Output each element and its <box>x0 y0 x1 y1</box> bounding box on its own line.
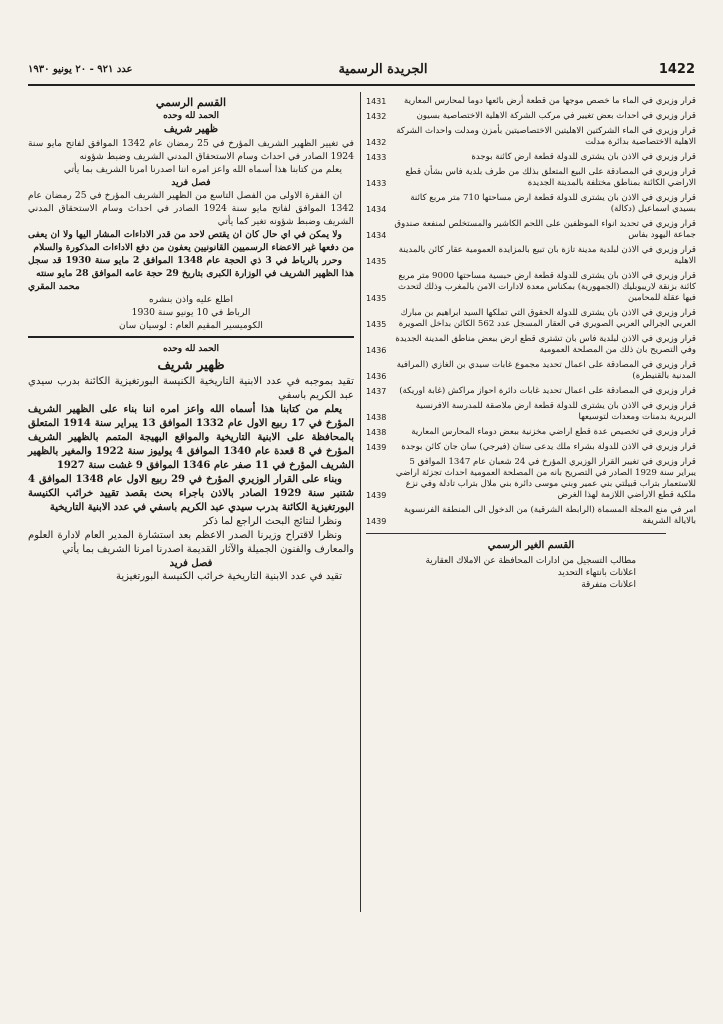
page-number: 1422 <box>658 62 695 77</box>
toc-entry-text: قرار وزيري في الاذن بان يشترى للدولة قطعة ارض ملاصقة للمدرسة الافرنسية البربرية بدمنات ومعدات لتوسيعها <box>415 401 696 422</box>
nonofficial-item: اعلانات بانتهاء التحديد <box>557 568 636 578</box>
toc-entry-page: 1437 <box>366 387 387 396</box>
toc-entry-text: امر في منع المجلة المسماة (الرابطة الشرقية) من الدخول الى المنطقة الفرنسوية بالايالة الشريفة <box>403 505 696 526</box>
toc-entry-page: 1435 <box>366 257 387 266</box>
toc-entry <box>366 442 696 453</box>
toc-entry-text: قرار وزيري في المصادقة على البيع المتعلق بذلك من طرف بلدية فاس بشأن قطع الاراضي الكائنة بمناطق مختلفة بالمدينة الجديدة <box>405 167 696 188</box>
toc-separator <box>366 533 666 534</box>
toc-entry-page: 1439 <box>366 517 387 526</box>
toc-entry-text: قرار وزيري في الاذن بان يشترى للدولة قطعة ارض مساحتها 710 متر مربع كائنة بسيدي اسماعيل (دكالة) <box>410 193 696 214</box>
toc-column <box>366 96 696 591</box>
toc-entry-text: قرار وزيري في تخصيص عدة قطع اراضي مخزنية ببعض دوماء المحارس المعارية <box>411 427 696 437</box>
toc-entry <box>366 308 696 330</box>
approval-line: اطلع عليه واذن بنشره <box>148 294 233 305</box>
praise-line: الحمد لله وحده <box>163 111 219 121</box>
toc-entry-text: قرار وزيري في الاذن لبلدية فاس بان تشترى قطع ارض ببعض مناطق المدينة الجديدة وفي التصريح بان ذلك من المصلحة العمومية <box>395 334 696 355</box>
toc-entry-page: 1432 <box>366 112 387 121</box>
nonofficial-item: مطالب التسجيل من ادارات المحافظة عن الاملاك العقارية <box>425 556 636 566</box>
praise-line-2: الحمد لله وحده <box>163 344 219 354</box>
toc-entry-page: 1433 <box>366 153 387 162</box>
column-divider <box>360 92 361 912</box>
signature: محمد المقري <box>28 281 80 292</box>
nonofficial-title: القسم الغير الرسمي <box>487 540 575 551</box>
gazette-title: الجريدة الرسمية <box>338 62 428 77</box>
header-rule <box>28 84 695 86</box>
toc-entry <box>366 505 696 527</box>
toc-entry-text: قرار وزيري في الاذن بان يشترى للدولة قطعة ارض كائنة بوجدة <box>471 152 696 162</box>
dahir-subject: في تغيير الظهير الشريف المؤرخ في 25 رمضان عام 1342 الموافق لفاتح مايو سنة 1924 الصادر في احداث وسام الاستحقاق المدني الشريف وضبط شؤونه <box>28 138 355 162</box>
whereas-2: ونظرا لنتائج البحث الراجع لما ذكر <box>203 516 342 527</box>
article-text: ان الفقرة الاولى من الفصل التاسع من الظهير الشريف المؤرخ في 25 رمضان عام 1342 الموافق لفاتح مايو سنة 1924 الصادر في احداث وسام الاستحقاق المدني الشريف وضبط شؤونه تغير كما يأتي <box>28 190 354 227</box>
toc-entry-text: قرار وزيري في الاذن بان يشترى للدولة قطعة ارض حبسية مساحتها 9000 متر مربع كائنة بزنقة لاريبوبليك (الجمهورية) بمكناس معدة لادارات الامن بالمغرب وذلك لتحدث فيها عقلة للمحامين <box>398 271 696 303</box>
whereas-1: وبناء على القرار الوزيري المؤرخ في 29 ربيع الاول عام 1348 الموافق 4 شتنبر سنة 1929 الصادر بالاذن باجراء بحث بقصد تقييد خرائب الكنيسة البورتغيزية الكائنة بدرب سيدي عبد الكريم باسفي في عدد الابنية التاريخية <box>28 474 354 513</box>
toc-entry-page: 1431 <box>366 97 387 106</box>
toc-entry-page: 1435 <box>366 320 387 329</box>
issue-info: عدد ۹۲۱ - ۲۰ يونيو ۱۹۳۰ <box>28 64 133 75</box>
toc-entry-text: قرار وزيري في الماء الشركتين الاهليتين الاختصاصيتين بأمزن ومدلت واحداث الشركة الاهلية الاختصاصية بدائرة مدلت <box>396 126 696 147</box>
toc-entry-page: 1439 <box>366 491 387 500</box>
toc-entry <box>366 334 696 356</box>
resident-general: الكوميسير المقيم العام : لوسيان سان <box>119 320 263 331</box>
toc-entry-page: 1433 <box>366 179 387 188</box>
article-heading: فصل فريد <box>171 177 211 188</box>
toc-entry <box>366 96 696 107</box>
section-heading: القسم الرسمي <box>155 96 227 109</box>
nonofficial-item: اعلانات متفرقة <box>581 580 636 590</box>
toc-entry-text: قرار وزيري في المصادقة على اعمال تحديد غابات دائرة احواز مراكش (غابة اوريكة) <box>399 386 696 396</box>
toc-entry-text: قرار وزيري في الاذن بان يشترى للدولة الحقوق التي تملكها السيد ابراهيم بن مبارك العربي الجرالي العربي الصويري في العقار المسجل عدد 562 الكائن بداخل الصويرة <box>398 308 696 329</box>
toc-entry-text: قرار وزيري في الاذن لبلدية مدينة تازة بان تبيع بالمزايدة العمومية عقار كائن بالمدينة الاهلية <box>398 245 696 266</box>
toc-entry-page: 1436 <box>366 372 387 381</box>
toc-entry <box>366 111 696 122</box>
toc-entry-text: قرار وزيري في تحديد انواء الموظفين على اللحم الكاشير والمستخلص لمنفعة صندوق جماعة اليهود بفاس <box>394 219 696 240</box>
preamble: يعلم من كتابنا هذا أسماه الله واعز امره اننا اصدرنا امرنا الشريف بما يأتي <box>63 164 342 175</box>
toc-entry <box>366 245 696 267</box>
page-header <box>28 60 695 88</box>
toc-entry <box>366 271 696 304</box>
dahir-subject-2: تقيد بموجبه في عدد الابنية التاريخية الكنيسة البورتغيزية الكائنة بدرب سيدي عبد الكريم باسفي <box>28 376 354 401</box>
toc-entry-text: قرار وزيري في الماء ما خصص موجها من قطعة أرض بائعها دوما لمحارس المعارية <box>403 96 696 106</box>
toc-entry-page: 1438 <box>366 428 387 437</box>
toc-entry <box>366 126 696 148</box>
toc-entry <box>366 360 696 382</box>
dahir-title: ظهير شريف <box>163 123 219 135</box>
toc-entry <box>366 167 696 189</box>
toc-entry-page: 1434 <box>366 231 387 240</box>
article-rule <box>28 336 354 338</box>
toc-entry-page: 1436 <box>366 346 387 355</box>
toc-entry-page: 1438 <box>366 413 387 422</box>
preamble-2: يعلم من كتابنا هذا أسماه الله واعز امره اننا بناء على الظهير الشريف المؤرخ في 17 ربيع الاول عام 1332 الموافق 13 يبراير سنة 1914 المتعلق بالمحافظة على الابنية التاريخية والمواقع البهيجة المتمم بالظهير الشريف المؤرخ في 8 قعدة عام 1340 الموافق 4 يوليوز سنة 1922 والمغير بالظهير الشريف المؤرخ في 11 صفر عام 1346 الموافق 9 غشت سنة 1927 <box>28 404 355 471</box>
toc-entry <box>366 457 696 501</box>
toc-entry-text: قرار وزيري في الاذن للدولة بشراء ملك يدعى ستان (فيرجي) سان جان كائن بوجدة <box>401 442 696 452</box>
toc-entry-text: قرار وزيري في احداث بعض تغيير في مركب الشركة الاهلية الاختصاصية بسيون <box>416 111 696 121</box>
amended-text: ولا يمكن في اي حال كان ان يقتص لاحد من قدر الاداءات المشار اليها ولا ان يعفى من دفعها غير الاعضاء الرسميين القانونيين يعفون من دفع الاداءات المذكورة والسلام <box>28 229 354 253</box>
toc-entry <box>366 386 696 397</box>
toc-entry-text: قرار وزيري في تغيير القرار الوزيري المؤرخ في 24 شعبان عام 1347 الموافق 5 يبراير سنة 1929 الصادر في التصريح بانه من المصلحة العمومية احداث تجزئة اراضي للاستعمار بتراب قبيلتي بني عمير وبني موسى دائرة بني ملال بتراب تادلة وفي نزع ملكية قطع الاراضي اللازمة لهذا الغرض <box>395 457 696 500</box>
toc-entry <box>366 427 696 438</box>
toc-entry-page: 1435 <box>366 294 387 303</box>
article-heading-2: فصل فريد <box>169 558 213 569</box>
toc-entry <box>366 152 696 163</box>
toc-entry-page: 1432 <box>366 138 387 147</box>
toc-entry-page: 1434 <box>366 205 387 214</box>
toc-entry-text: قرار وزيري في المصادقة على اعمال تحديد مجموع غابات سيدي بن الغازي (المرافية المدنية بالقنيطرة) <box>396 360 696 381</box>
place-date: الرباط في 10 يونيو سنة 1930 <box>131 307 251 318</box>
toc-entry <box>366 193 696 215</box>
toc-list <box>366 96 696 527</box>
dahir-title-2: ظهير شريف <box>157 358 225 373</box>
toc-entry <box>366 219 696 241</box>
whereas-3: ونظرا لاقتراح وزيرنا الصدر الاعظم بعد استشارة المدير العام لادارة العلوم والمعارف والفنون الجميلة والآثار القديمة اصدرنا امرنا الشريف بما يأتي <box>28 530 354 555</box>
article-text-2: تقيد في عدد الابنية التاريخية خرائب الكنيسة البورتغيزية <box>115 571 342 582</box>
toc-entry <box>366 401 696 423</box>
dating-clause: وحرر بالرباط في 3 ذي الحجة عام 1348 الموافق 2 مايو سنة 1930 قد سجل هذا الظهير الشريف في الوزارة الكبرى بتاريخ 29 حجة عامه الموافق 28 مايو سنته <box>28 255 354 279</box>
official-column <box>28 96 354 584</box>
toc-entry-page: 1439 <box>366 443 387 452</box>
nonofficial-list <box>366 555 696 591</box>
